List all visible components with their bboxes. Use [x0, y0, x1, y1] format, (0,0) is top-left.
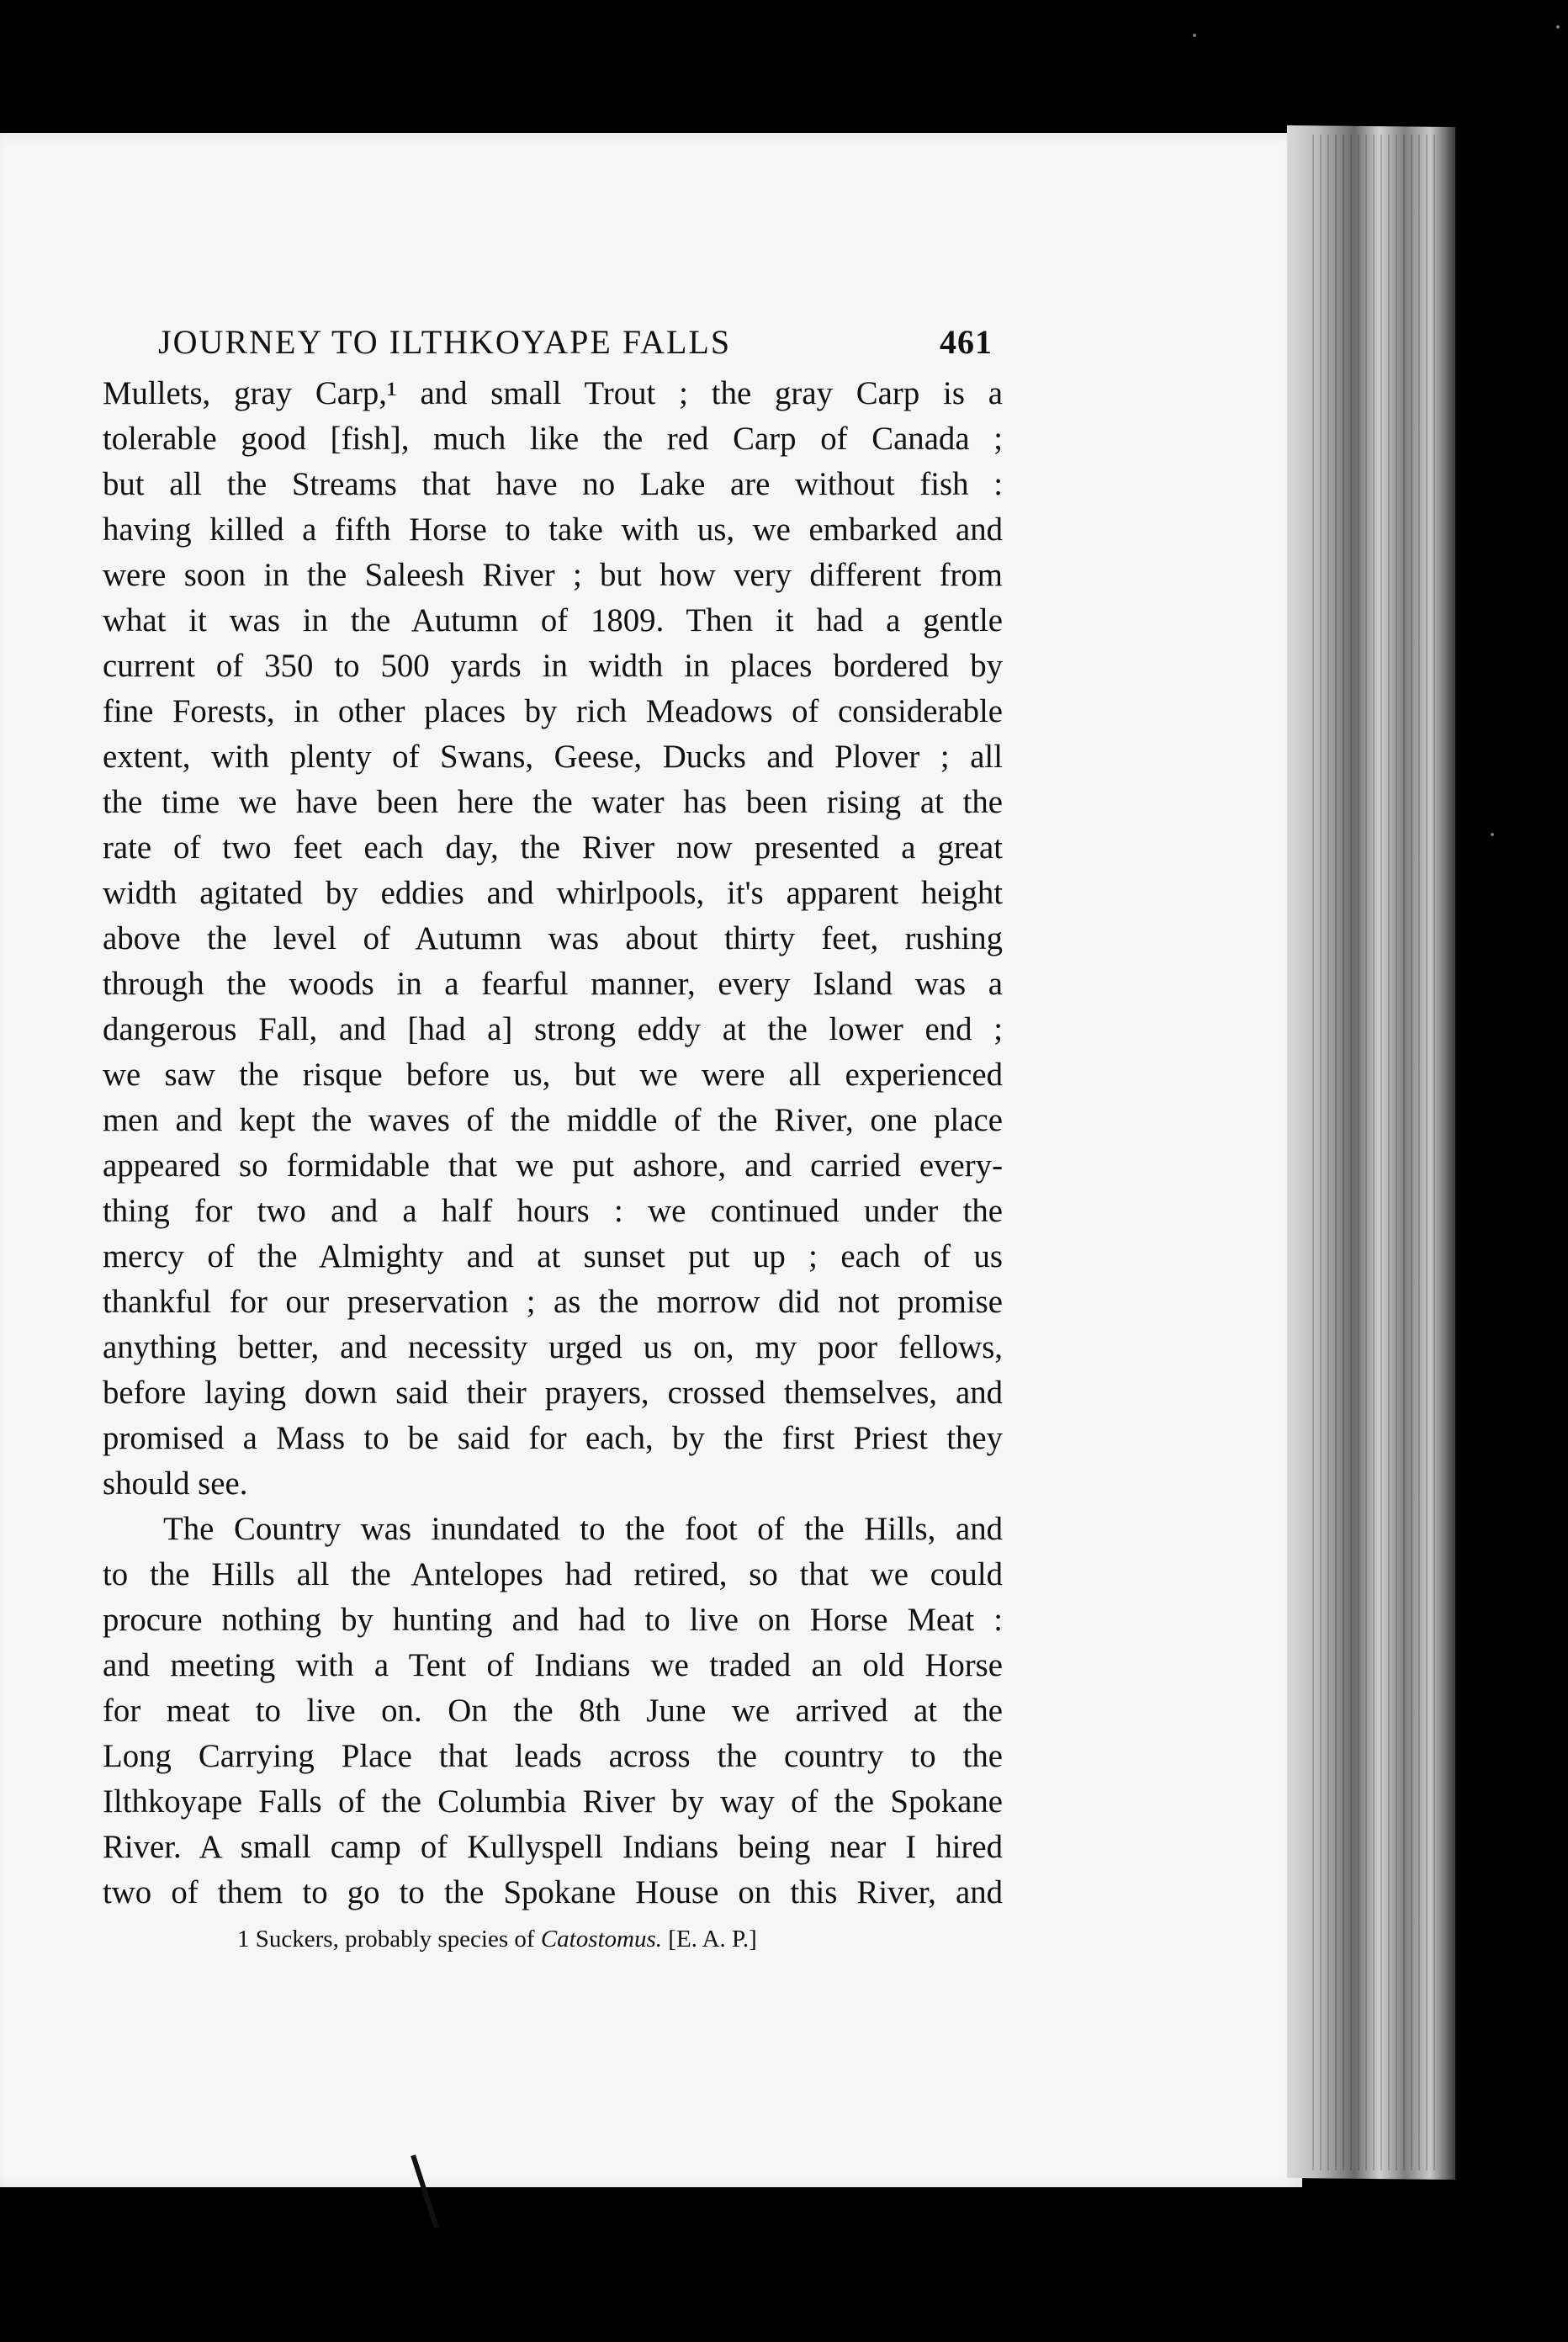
footnote-citation: [E. A. P.] [668, 1926, 757, 1953]
text-line: having killed a fifth Horse to take with us, we embarked and [103, 511, 1003, 548]
text-line: above the level of Autumn was about thirty feet, rushing [103, 920, 1003, 956]
text-line: width agitated by eddies and whirlpools, it's apparent height [103, 875, 1003, 911]
scan-dust [1193, 34, 1196, 37]
text-line: to the Hills all the Antelopes had retired, so that we could [103, 1556, 1003, 1592]
page-number: 461 [940, 323, 993, 361]
text-line: should see. [103, 1465, 248, 1502]
text-line: mercy of the Almighty and at sunset put up ; each of us [103, 1238, 1003, 1274]
text-line: tolerable good [fish], much like the red Carp of Canada ; [103, 421, 1003, 457]
body-text [103, 371, 1003, 1915]
text-line: procure nothing by hunting and had to live on Horse Meat : [103, 1602, 1003, 1638]
scan-dust [1491, 833, 1494, 836]
footnote-italic: Catostomus. [540, 1926, 663, 1953]
text-line: fine Forests, in other places by rich Meadows of considerable [103, 693, 1003, 729]
text-line: were soon in the Saleesh River ; but how very different from [103, 557, 1003, 593]
text-line: River. A small camp of Kullyspell Indians being near I hired [103, 1829, 1003, 1865]
page-text [103, 307, 1003, 1956]
text-line: dangerous Fall, and [had a] strong eddy at the lower end ; [103, 1011, 1003, 1047]
text-line: Long Carrying Place that leads across the country to the [103, 1738, 1003, 1774]
text-line: promised a Mass to be said for each, by the first Priest they [103, 1420, 1003, 1456]
text-line: The Country was inundated to the foot of the Hills, and [163, 1511, 1003, 1547]
text-line: before laying down said their prayers, crossed themselves, and [103, 1375, 1003, 1411]
footnote-text: Suckers, probably species of [255, 1926, 535, 1953]
text-line: anything better, and necessity urged us on, my poor fellows, [103, 1329, 1003, 1365]
page-edge-lines [1312, 135, 1438, 2170]
text-line: through the woods in a fearful manner, every Island was a [103, 966, 1003, 1002]
scan-dust [1556, 25, 1560, 29]
text-line: and meeting with a Tent of Indians we traded an old Horse [103, 1647, 1003, 1683]
text-line: rate of two feet each day, the River now presented a great [103, 829, 1003, 866]
text-line: two of them to go to the Spokane House on this River, and [103, 1874, 1003, 1910]
page-header [158, 307, 1003, 371]
running-head: JOURNEY TO ILTHKOYAPE FALLS [158, 323, 732, 361]
text-line: we saw the risque before us, but we were all experienced [103, 1057, 1003, 1093]
text-line: current of 350 to 500 yards in width in places bordered by [103, 648, 1003, 684]
text-line: men and kept the waves of the middle of the River, one place [103, 1102, 1003, 1138]
footnote [237, 1922, 1003, 1956]
text-line: Mullets, gray Carp,¹ and small Trout ; the gray Carp is a [103, 375, 1003, 411]
footnote-marker: 1 [237, 1926, 250, 1953]
text-line: extent, with plenty of Swans, Geese, Ducks and Plover ; all [103, 739, 1003, 775]
text-line: Ilthkoyape Falls of the Columbia River by way of the Spokane [103, 1783, 1003, 1820]
text-line: for meat to live on. On the 8th June we arrived at the [103, 1693, 1003, 1729]
text-line: appeared so formidable that we put ashore, and carried every- [103, 1147, 1003, 1184]
text-line: thing for two and a half hours : we continued under the [103, 1193, 1003, 1229]
text-line: the time we have been here the water has been rising at the [103, 784, 1003, 820]
text-line: thankful for our preservation ; as the morrow did not promise [103, 1284, 1003, 1320]
text-line: what it was in the Autumn of 1809. Then it had a gentle [103, 602, 1003, 638]
text-line: but all the Streams that have no Lake are without fish : [103, 466, 1003, 502]
